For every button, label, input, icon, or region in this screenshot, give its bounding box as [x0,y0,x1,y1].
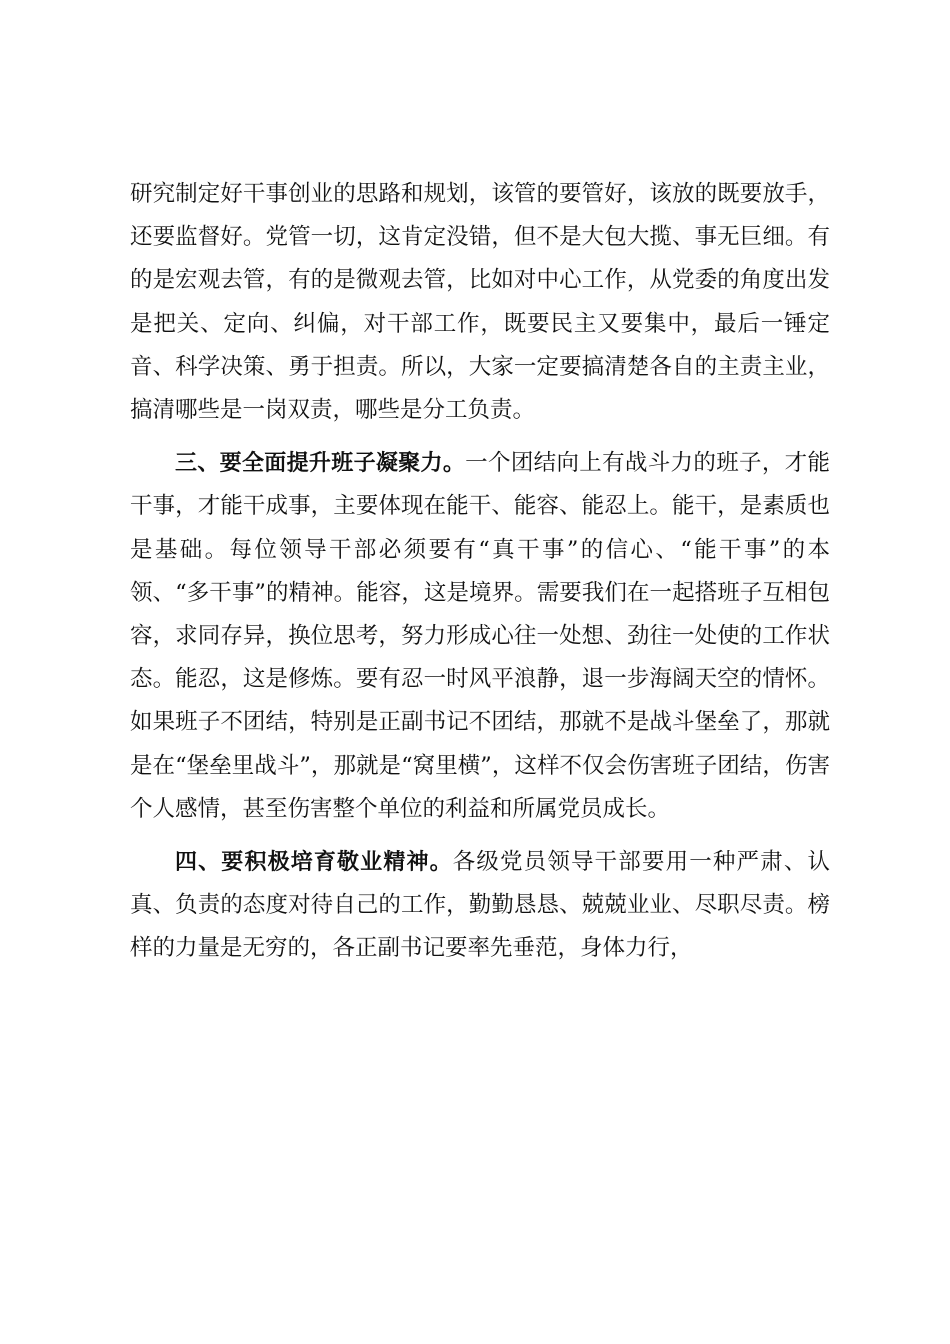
paragraph-text: 研究制定好干事创业的思路和规划，该管的要管好，该放的既要放手，还要监督好。党管一切，这肯定没错，但不是大包大揽、事无巨细。有的是宏观去管，有的是微观去管，比如对中心工作，从党委的角度出发是把关、定向、纠偏，对干部工作，既要民主又要集中，最后一锤定音、科学决策、勇于担责。所以，大家一定要搞清楚各自的主责主业，搞清哪些是一岗双责，哪些是分工负责。 [130,181,830,424]
section-heading: 三、要全面提升班子凝聚力。 [175,451,466,477]
section-heading: 四、要积极培育敬业精神。 [175,850,453,876]
paragraph-text: 各级党员领导干部要用一种严肃、认真、负责的态度对待自己的工作，勤勤恳恳、兢兢业业、尽职尽责。榜样的力量是无穷的，各正副书记要率先垂范，身体力行， [130,849,830,962]
paragraph-section-four [130,841,830,971]
paragraph-continuation [130,173,830,432]
paragraph-text: 一个团结向上有战斗力的班子，才能干事，才能干成事，主要体现在能干、能容、能忍上。能干，是素质也是基础。每位领导干部必须要有“真干事”的信心、“能干事”的本领、“多干事”的精神。能容，这是境界。需要我们在一起搭班子互相包容，求同存异，换位思考，努力形成心往一处想、劲往一处使的工作状态。能忍，这是修炼。要有忍一时风平浪静，退一步海阔天空的情怀。如果班子不团结，特别是正副书记不团结，那就不是战斗堡垒了，那就是在“堡垒里战斗”，那就是“窝里横”，这样不仅会伤害班子团结，伤害个人感情，甚至伤害整个单位的利益和所属党员成长。 [130,450,830,822]
document-body [130,173,830,981]
paragraph-section-three [130,442,830,831]
